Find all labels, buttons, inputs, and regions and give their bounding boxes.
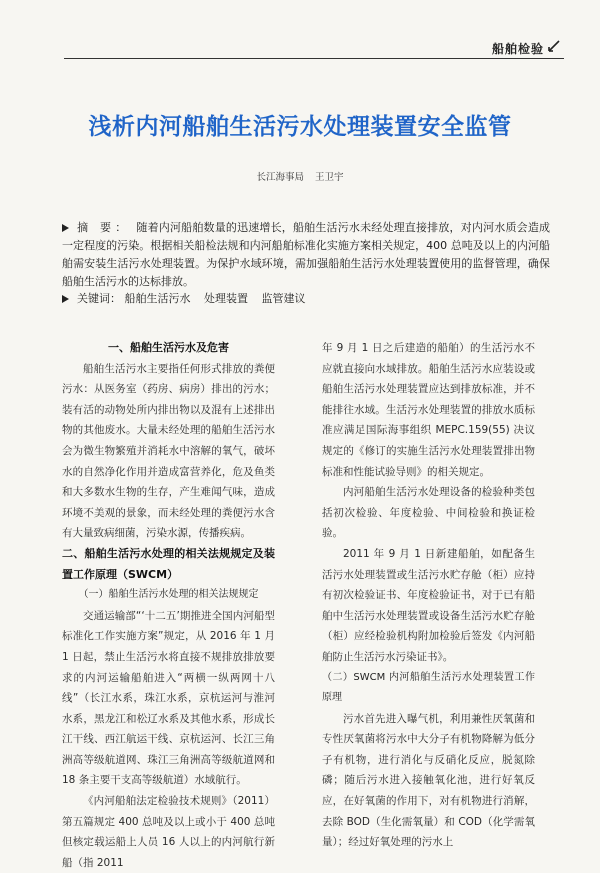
section-heading: 一、船舶生活污水及危害 xyxy=(108,341,229,354)
keywords-label: 关键词： xyxy=(77,292,121,305)
left-column xyxy=(62,338,275,873)
pen-icon xyxy=(548,38,560,52)
paragraph: 2011 年 9 月 1 日新建船舶，如配备生活污水处理装置或生活污水贮存舱（柜）应持有初次检验证书、年度检验证书，对于已有船舶中生活污水处理装置或设备生活污水贮存舱（柜）应经检验机构附加检验后签发《内河船舶防止生活污水污染证书》。 xyxy=(322,547,535,663)
keyword: 处理装置 xyxy=(204,292,248,305)
paragraph: 内河船舶生活污水处理设备的检验种类包括初次检验、年度检验、中间检验和换证检验。 xyxy=(322,486,535,540)
author-name: 王卫宇 xyxy=(315,172,344,183)
triangle-bullet-icon xyxy=(62,224,69,232)
triangle-bullet-icon xyxy=(62,295,69,303)
subsection-heading: （一）船舶生活污水处理的相关法规规定 xyxy=(78,589,259,601)
abstract-text: 随着内河船舶数量的迅速增长，船舶生活污水未经处理直接排放，对内河水质会造成一定程度的污染。根据相关船检法规和内河船舶标准化实施方案相关规定，400 总吨及以上的内河船舶需安装生活污水处理装置。为保护水域环境，需加强船舶生活污水处理装置使用的监督管理，确保船舶生活污水的达标排放。 xyxy=(62,221,551,288)
section-label: 船舶检验 xyxy=(491,42,544,56)
paragraph: 交通运输部“‘十二五’期推进全国内河船型标准化工作实施方案”规定，从 2016 年 1 月 1 日起，禁止生活污水将直接不规排放排放要求的内河运输船舶进入“两横一纵两网十八线”（长江水系，珠江水系，京杭运河与淮河水系，黑龙江和松辽水系及其他水系，形成长江干线、西江航运干线、京杭运河、长江三角洲高等级航道网、珠江三角洲高等级航道网和 18 条主要干支高等级航道）水域航行。 xyxy=(62,609,275,787)
page-header xyxy=(0,30,600,60)
subsection-heading: （二）SWCM 内河船舶生活污水处理装置工作原理 xyxy=(322,671,535,704)
keyword: 监管建议 xyxy=(261,292,306,305)
right-column xyxy=(322,338,535,853)
abstract-label: 摘 要： xyxy=(77,221,131,234)
paragraph: 船舶生活污水主要指任何形式排放的粪便污水：从医务室（药房、病房）排出的污水；装有活的动物处所内排出物以及混有上述排出物的其他废水。大量未经处理的船舶生活污水会为微生物繁殖并消耗水中溶解的氧气，破坏水的自然净化作用并造成富营养化，危及鱼类和大多数水生物的生存，产生难闻气味，造成环境不美观的景象，而未经处理的粪便污水含有大量致病细菌，污染水源，传播疾病。 xyxy=(62,362,275,540)
abstract xyxy=(62,219,550,291)
keyword: 船舶生活污水 xyxy=(124,292,191,305)
author-line xyxy=(0,169,600,183)
paragraph: 污水首先进入曝气机，利用兼性厌氧菌和专性厌氧菌将污水中大分子有机物降解为低分子有机物，进行消化与反硝化反应，脱氮除磷；随后污水进入接触氧化池，进行好氧反应，在好氧菌的作用下，对有机物进行消解，去除 BOD（生化需氧量）和 COD（化学需氧量）；经过好氧处理的污水上 xyxy=(322,712,535,849)
header-divider xyxy=(64,58,564,59)
keywords xyxy=(62,290,316,308)
paragraph: 年 9 月 1 日之后建造的船舶）的生活污水不应就直接向水域排放。船舶生活污水应装设或船舶生活污水处理装置应达到排放标准，并不能排往水域。生活污水处理装置的排放水质标准应满足国际海事组织 MEPC.159(55) 决议规定的《修订的实施生活污水处理装置排出物标准和性能试验导则》的相关规定。 xyxy=(322,342,535,478)
section-heading: 二、船舶生活污水处理的相关法规规定及装置工作原理（SWCM） xyxy=(62,546,275,581)
article-title: 浅析内河船舶生活污水处理装置安全监管 xyxy=(88,114,512,140)
author-affiliation: 长江海事局 xyxy=(256,172,304,183)
paragraph: 《内河船舶法定检验技术规则》（2011）第五篇规定 400 总吨及以上或小于 400 总吨但核定载运船上人员 16 人以上的内河航行新船（指 2011 xyxy=(62,795,275,869)
